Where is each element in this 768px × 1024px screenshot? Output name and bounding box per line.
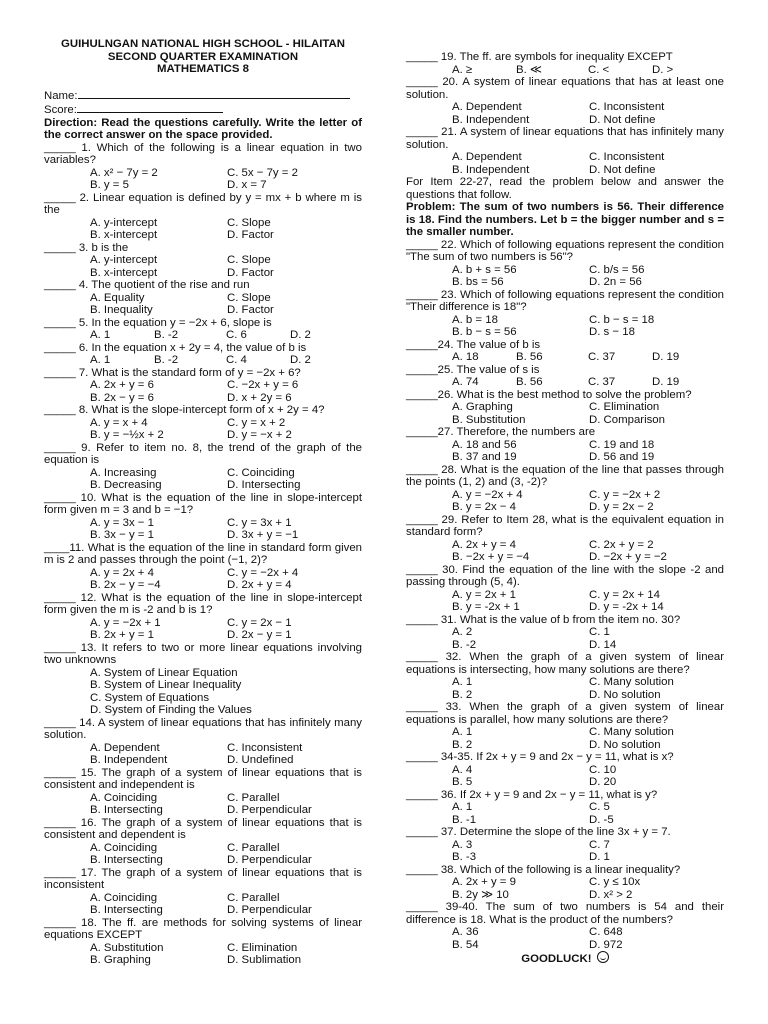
question-stem: _____ 3. b is the — [44, 241, 129, 254]
answer-option: B. Intersecting — [90, 804, 163, 817]
answer-option: A. System of Linear Equation — [90, 666, 238, 679]
answer-option: B. b − s = 56 — [452, 326, 517, 338]
answer-option: A. 2x + y = 9 — [452, 876, 516, 888]
answer-option: C. b − s = 18 — [589, 313, 655, 326]
answer-option: C. Slope — [227, 216, 271, 229]
answer-option: C. 7 — [589, 838, 610, 851]
question-stem: _____ 32. When the graph of a given system of linear equations is intersecting, how many solutions are there? — [406, 651, 724, 676]
answer-option: A. 1 — [452, 676, 473, 688]
question-stem: _____ 33. When the graph of a given system of linear equations is parallel, how many solutions are there? — [406, 701, 724, 726]
question-stem: _____ 5. In the equation y = −2x + 6, slope is — [44, 316, 272, 329]
right-top-question-list — [406, 51, 724, 176]
answer-option: D. Perpendicular — [227, 854, 312, 867]
answer-option: A. Dependent — [452, 101, 522, 113]
answer-option: C. Parallel — [227, 791, 280, 804]
answer-option: A. y = 3x − 1 — [90, 516, 154, 529]
answer-option: A. Coinciding — [90, 841, 158, 854]
question-item — [44, 317, 362, 342]
answer-option: C. 6 — [226, 329, 247, 342]
question-item — [44, 592, 362, 642]
answer-option: C. Inconsistent — [589, 101, 665, 113]
question-item — [44, 442, 362, 492]
question-item — [44, 717, 362, 767]
answer-option: B. Independent — [452, 113, 530, 126]
question-stem: _____27. Therefore, the numbers are — [406, 426, 596, 438]
answer-options — [44, 417, 362, 442]
answer-option: B. 2 — [452, 738, 473, 751]
answer-option: A. x² − 7y = 2 — [90, 166, 158, 179]
question-item — [406, 464, 724, 514]
directions: Direction: Read the questions carefully. Write the letter of the correct answer on the space provided. — [44, 116, 362, 142]
answer-option: C. Elimination — [227, 941, 298, 954]
answer-option: B. -2 — [154, 329, 179, 342]
answer-option: D. x² > 2 — [589, 888, 633, 901]
answer-options — [406, 64, 724, 77]
score-label: Score: — [44, 104, 77, 117]
question-stem: _____ 28. What is the equation of the line that passes through the points (1, 2) and (3, -2)? — [406, 463, 724, 488]
answer-option: D. 2 — [290, 354, 311, 367]
answer-option: D. Perpendicular — [227, 904, 312, 917]
answer-option: D. 14 — [589, 638, 617, 651]
answer-options — [44, 254, 362, 279]
question-item — [406, 389, 724, 427]
question-item — [406, 364, 724, 389]
answer-option: A. Coinciding — [90, 791, 158, 804]
question-stem: _____25. The value of s is — [406, 363, 540, 376]
problem-intro: For Item 22-27, read the problem below and answer the questions that follow. — [406, 176, 724, 201]
answer-option: B. y = 5 — [90, 179, 129, 192]
answer-option: A. 4 — [452, 763, 473, 776]
answer-option: C. 19 and 18 — [589, 438, 655, 451]
answer-option: C. y = 2x + 14 — [589, 588, 660, 601]
answer-option: A. 1 — [452, 801, 473, 813]
question-item — [44, 917, 362, 967]
question-item — [406, 751, 724, 789]
answer-option: C. Parallel — [227, 841, 280, 854]
answer-option: C. 37 — [588, 376, 616, 388]
answer-option: A. y = −2x + 1 — [90, 616, 161, 629]
answer-option: C. System of Equations — [90, 691, 210, 704]
answer-option: A. 3 — [452, 838, 473, 851]
question-stem: _____ 34-35. If 2x + y = 9 and 2x − y = 11, what is x? — [406, 751, 674, 763]
name-field-row — [44, 88, 362, 103]
answer-option: A. Equality — [90, 291, 145, 304]
answer-option: B. 37 and 19 — [452, 451, 517, 463]
answer-option: B. -3 — [452, 851, 477, 863]
question-item — [406, 864, 724, 902]
question-stem: _____ 9. Refer to item no. 8, the trend of the graph of the equation is — [44, 441, 362, 467]
answer-options — [406, 876, 724, 901]
question-item — [406, 289, 724, 339]
answer-options — [406, 376, 724, 389]
answer-option: B. 56 — [516, 351, 543, 363]
question-item — [44, 242, 362, 280]
answer-options — [406, 401, 724, 426]
question-stem: _____ 17. The graph of a system of linear equations that is inconsistent — [44, 866, 362, 892]
question-stem: _____ 39-40. The sum of two numbers is 54 and their difference is 18. What is the product of the numbers? — [406, 901, 724, 926]
score-line[interactable] — [77, 102, 223, 113]
answer-option: A. y-intercept — [90, 254, 158, 267]
answer-option: C. −2x + y = 6 — [227, 379, 299, 392]
answer-option: B. bs = 56 — [452, 276, 504, 288]
goodluck-footer — [406, 951, 724, 966]
answer-options — [44, 467, 362, 492]
name-line[interactable] — [78, 88, 350, 99]
school-name: GUIHULNGAN NATIONAL HIGH SCHOOL - HILAITAN — [61, 38, 345, 50]
answer-option: A. 2x + y = 4 — [452, 538, 516, 551]
answer-option: B. Independent — [90, 754, 168, 767]
answer-option: C. Parallel — [227, 891, 280, 904]
answer-option: D. 2 — [290, 329, 311, 342]
answer-option: D. s − 18 — [589, 326, 635, 338]
answer-option: D. 2x + y = 4 — [227, 579, 292, 592]
exam-title: SECOND QUARTER EXAMINATION — [107, 50, 299, 63]
question-stem: ____11. What is the equation of the line in standard form given m is 2 and passes through the point (−1, 2)? — [44, 541, 362, 567]
answer-option: D. Undefined — [227, 754, 294, 767]
answer-options — [406, 151, 724, 176]
answer-option: C. y = x + 2 — [227, 416, 286, 429]
answer-option: D. 56 and 19 — [589, 451, 655, 463]
answer-option: D. 1 — [589, 851, 610, 863]
answer-option: B. 56 — [516, 376, 543, 388]
answer-option: D. −2x + y = −2 — [589, 551, 667, 563]
answer-option: B. Graphing — [90, 954, 151, 967]
right-column — [406, 51, 724, 966]
answer-option: A. 1 — [452, 726, 473, 738]
answer-option: B. Substitution — [452, 413, 526, 426]
answer-option: A. y = 2x + 4 — [90, 566, 154, 579]
answer-option: D. x + 2y = 6 — [227, 391, 292, 404]
answer-option: D. Factor — [227, 266, 274, 279]
question-item — [44, 642, 362, 717]
answer-option: B. ≪ — [516, 63, 542, 76]
answer-option: A. 18 and 56 — [452, 438, 517, 451]
answer-option: D. Intersecting — [227, 479, 301, 492]
answer-option: A. Increasing — [90, 466, 157, 479]
answer-option: B. -1 — [452, 813, 477, 826]
left-question-list — [44, 142, 362, 967]
answer-options — [44, 792, 362, 817]
question-item — [44, 342, 362, 367]
answer-options — [406, 676, 724, 701]
answer-option: C. 648 — [589, 926, 623, 938]
question-item — [44, 142, 362, 192]
question-item — [406, 826, 724, 864]
question-item — [406, 76, 724, 126]
question-stem: _____ 8. What is the slope-intercept form of x + 2y = 4? — [44, 404, 325, 417]
answer-option: A. y = −2x + 4 — [452, 488, 523, 501]
answer-options — [406, 626, 724, 651]
answer-option: A. 36 — [452, 926, 479, 938]
question-item — [44, 767, 362, 817]
smiley-icon — [597, 951, 609, 963]
problem-statement: Problem: The sum of two numbers is 56. Their difference is 18. Find the numbers. Let b = the bigger number and s = the smaller number. — [406, 201, 724, 238]
answer-option: B. Independent — [452, 163, 530, 176]
answer-options — [406, 589, 724, 614]
answer-option: A. Dependent — [90, 741, 160, 754]
answer-options — [406, 726, 724, 751]
question-stem: _____ 2. Linear equation is defined by y = mx + b where m is the — [44, 191, 362, 217]
answer-option: C. y = 2x − 1 — [227, 616, 292, 629]
answer-option: D. Perpendicular — [227, 804, 312, 817]
answer-options — [44, 892, 362, 917]
question-stem: _____ 14. A system of linear equations that has infinitely many solution. — [44, 716, 362, 742]
answer-option: C. y ≤ 10x — [589, 876, 641, 888]
answer-option: D. Comparison — [589, 413, 665, 426]
answer-option: D. Not define — [589, 163, 656, 176]
answer-option: B. 2x + y = 1 — [90, 629, 154, 642]
question-item — [406, 514, 724, 564]
answer-option: B. 2x − y = 6 — [90, 391, 154, 404]
answer-options — [406, 839, 724, 864]
question-stem: _____ 37. Determine the slope of the line 3x + y = 7. — [406, 826, 671, 838]
question-item — [406, 651, 724, 701]
answer-option: B. 5 — [452, 776, 473, 788]
answer-option: B. 2y ≫ 10 — [452, 888, 509, 901]
question-item — [406, 126, 724, 176]
question-stem: _____ 30. Find the equation of the line with the slope -2 and passing through (5, 4). — [406, 563, 724, 588]
answer-option: C. Inconsistent — [589, 151, 665, 163]
answer-options — [406, 439, 724, 464]
question-stem: _____26. What is the best method to solve the problem? — [406, 388, 692, 401]
answer-options — [406, 314, 724, 339]
question-stem: _____ 23. Which of following equations represent the condition "Their difference is 18"? — [406, 288, 724, 313]
question-item — [44, 542, 362, 592]
answer-option: C. y = −2x + 4 — [227, 566, 299, 579]
answer-options — [406, 926, 724, 951]
answer-options — [406, 539, 724, 564]
answer-option: A. 2 — [452, 626, 473, 638]
answer-option: D. > — [652, 63, 674, 76]
answer-option: B. x-intercept — [90, 266, 158, 279]
subject-title: MATHEMATICS 8 — [157, 63, 249, 76]
answer-options — [406, 101, 724, 126]
question-item — [44, 367, 362, 405]
left-column — [44, 38, 362, 967]
question-stem: _____ 12. What is the equation of the line in slope-intercept form given the m is -2 and b is 1? — [44, 591, 362, 617]
answer-option: C. 4 — [226, 354, 247, 367]
answer-options — [44, 217, 362, 242]
answer-option: D. x = 7 — [227, 179, 267, 192]
question-item — [44, 192, 362, 242]
answer-option: C. 37 — [588, 351, 616, 363]
answer-option: B. 54 — [452, 938, 479, 951]
question-stem: _____ 21. A system of linear equations that has infinitely many solution. — [406, 126, 724, 151]
answer-option: D. y = -2x + 14 — [589, 601, 664, 613]
question-item — [406, 789, 724, 827]
answer-option: A. Coinciding — [90, 891, 158, 904]
answer-option: C. Many solution — [589, 726, 674, 738]
answer-options — [44, 354, 362, 367]
answer-option: C. Coinciding — [227, 466, 295, 479]
answer-option: A. 74 — [452, 376, 479, 388]
answer-option: D. Factor — [227, 229, 274, 242]
answer-option: B. Intersecting — [90, 904, 163, 917]
name-label: Name: — [44, 89, 78, 102]
answer-option: D. 19 — [652, 376, 680, 388]
answer-option: C. < — [588, 63, 610, 76]
answer-option: C. 2x + y = 2 — [589, 538, 654, 551]
answer-option: A. b = 18 — [452, 313, 498, 326]
question-stem: _____ 19. The ff. are symbols for inequality EXCEPT — [406, 51, 673, 63]
answer-option: D. 2x − y = 1 — [227, 629, 292, 642]
answer-options — [406, 764, 724, 789]
right-question-list — [406, 239, 724, 952]
answer-option: C. 10 — [589, 763, 617, 776]
question-stem: _____ 20. A system of linear equations that has at least one solution. — [406, 76, 724, 101]
answer-option: B. y = -2x + 1 — [452, 601, 520, 613]
question-stem: _____ 18. The ff. are methods for solving systems of linear equations EXCEPT — [44, 916, 362, 942]
answer-options — [44, 292, 362, 317]
question-stem: _____ 6. In the equation x + 2y = 4, the value of b is — [44, 341, 307, 354]
answer-options — [44, 567, 362, 592]
answer-options — [44, 329, 362, 342]
question-stem: _____ 1. Which of the following is a linear equation in two variables? — [44, 141, 362, 167]
answer-option: C. Many solution — [589, 676, 674, 688]
question-item — [406, 614, 724, 652]
question-item — [44, 404, 362, 442]
answer-option: D. Factor — [227, 304, 274, 317]
question-stem: _____ 4. The quotient of the rise and run — [44, 279, 250, 292]
question-stem: _____ 13. It refers to two or more linear equations involving two unknowns — [44, 641, 362, 667]
answer-option: A. 18 — [452, 351, 479, 363]
answer-option: C. Inconsistent — [227, 741, 303, 754]
question-stem: _____ 38. Which of the following is a linear inequality? — [406, 863, 681, 876]
answer-option: A. 1 — [90, 329, 111, 342]
answer-option: C. b/s = 56 — [589, 263, 645, 276]
answer-option: D. Sublimation — [227, 954, 302, 967]
question-stem: _____ 7. What is the standard form of y = −2x + 6? — [44, 366, 301, 379]
question-stem: _____ 16. The graph of a system of linear equations that is consistent and dependent is — [44, 816, 362, 842]
answer-option: C. Slope — [227, 254, 271, 267]
answer-option: D. -5 — [589, 813, 614, 826]
answer-option: D. 19 — [652, 351, 680, 363]
answer-option: B. 2 — [452, 688, 473, 701]
answer-option: A. Graphing — [452, 401, 513, 413]
question-item — [406, 51, 724, 76]
answer-options — [44, 379, 362, 404]
answer-option: A. y-intercept — [90, 216, 158, 229]
question-item — [406, 701, 724, 751]
question-stem: _____ 10. What is the equation of the line in slope-intercept form given m = 3 and b = −1? — [44, 491, 362, 517]
answer-options — [44, 842, 362, 867]
answer-option: A. ≥ — [452, 63, 473, 76]
answer-option: A. Dependent — [452, 151, 522, 163]
answer-option: B. -2 — [452, 638, 477, 651]
question-item — [406, 426, 724, 464]
answer-options — [44, 942, 362, 967]
answer-option: D. No solution — [589, 688, 661, 701]
answer-option: D. y = −x + 2 — [227, 429, 292, 442]
question-item — [406, 239, 724, 289]
answer-options — [406, 489, 724, 514]
question-item — [44, 492, 362, 542]
answer-option: B. Intersecting — [90, 854, 163, 867]
question-stem: _____ 36. If 2x + y = 9 and 2x − y = 11, what is y? — [406, 788, 658, 801]
question-item — [406, 901, 724, 951]
answer-option: D. System of Finding the Values — [90, 704, 252, 717]
answer-option: C. y = −2x + 2 — [589, 488, 661, 501]
answer-option: B. Decreasing — [90, 479, 162, 492]
answer-option: D. 972 — [589, 938, 623, 951]
question-stem: _____ 22. Which of following equations represent the condition "The sum of two numbers is 56"? — [406, 238, 724, 263]
answer-option: A. Substitution — [90, 941, 164, 954]
answer-options — [44, 742, 362, 767]
score-field-row — [44, 102, 362, 117]
answer-option: B. Inequality — [90, 304, 153, 317]
answer-option: C. Elimination — [589, 401, 660, 413]
answer-option: B. 2x − y = −4 — [90, 579, 161, 592]
answer-option: C. Slope — [227, 291, 271, 304]
goodluck-text: GOODLUCK! — [521, 953, 592, 965]
question-item — [406, 339, 724, 364]
answer-options — [44, 617, 362, 642]
answer-option: A. y = 2x + 1 — [452, 588, 516, 601]
question-item — [406, 564, 724, 614]
answer-option: A. b + s = 56 — [452, 263, 517, 276]
answer-option: D. y = 2x − 2 — [589, 501, 654, 513]
answer-option: B. -2 — [154, 354, 179, 367]
answer-options — [406, 801, 724, 826]
question-stem: _____ 29. Refer to Item 28, what is the equivalent equation in standard form? — [406, 513, 724, 538]
answer-option: D. 3x + y = −1 — [227, 529, 299, 542]
answer-option: B. System of Linear Inequality — [90, 679, 242, 692]
question-item — [44, 867, 362, 917]
answer-option: D. 2n = 56 — [589, 276, 642, 288]
answer-option: D. Not define — [589, 113, 656, 126]
answer-options — [406, 351, 724, 364]
answer-option: D. No solution — [589, 738, 661, 751]
question-item — [44, 817, 362, 867]
answer-option: B. x-intercept — [90, 229, 158, 242]
answer-options — [406, 264, 724, 289]
answer-option: C. 1 — [589, 626, 610, 638]
answer-option: B. y = 2x − 4 — [452, 501, 516, 513]
answer-options — [44, 167, 362, 192]
answer-option: A. 2x + y = 6 — [90, 379, 154, 392]
question-stem: _____ 31. What is the value of b from the item no. 30? — [406, 613, 681, 626]
answer-option: B. −2x + y = −4 — [452, 551, 530, 563]
question-stem: _____24. The value of b is — [406, 338, 541, 351]
answer-option: A. 1 — [90, 354, 111, 367]
question-stem: _____ 15. The graph of a system of linear equations that is consistent and independent is — [44, 766, 362, 792]
answer-option: B. y = −½x + 2 — [90, 429, 164, 442]
answer-option: A. y = x + 4 — [90, 416, 148, 429]
answer-option: C. 5x − 7y = 2 — [227, 166, 298, 179]
answer-option: B. 3x − y = 1 — [90, 529, 154, 542]
answer-option: C. 5 — [589, 801, 610, 813]
question-item — [44, 279, 362, 317]
answer-options — [44, 517, 362, 542]
answer-option: D. 20 — [589, 776, 617, 788]
answer-option: C. y = 3x + 1 — [227, 516, 292, 529]
